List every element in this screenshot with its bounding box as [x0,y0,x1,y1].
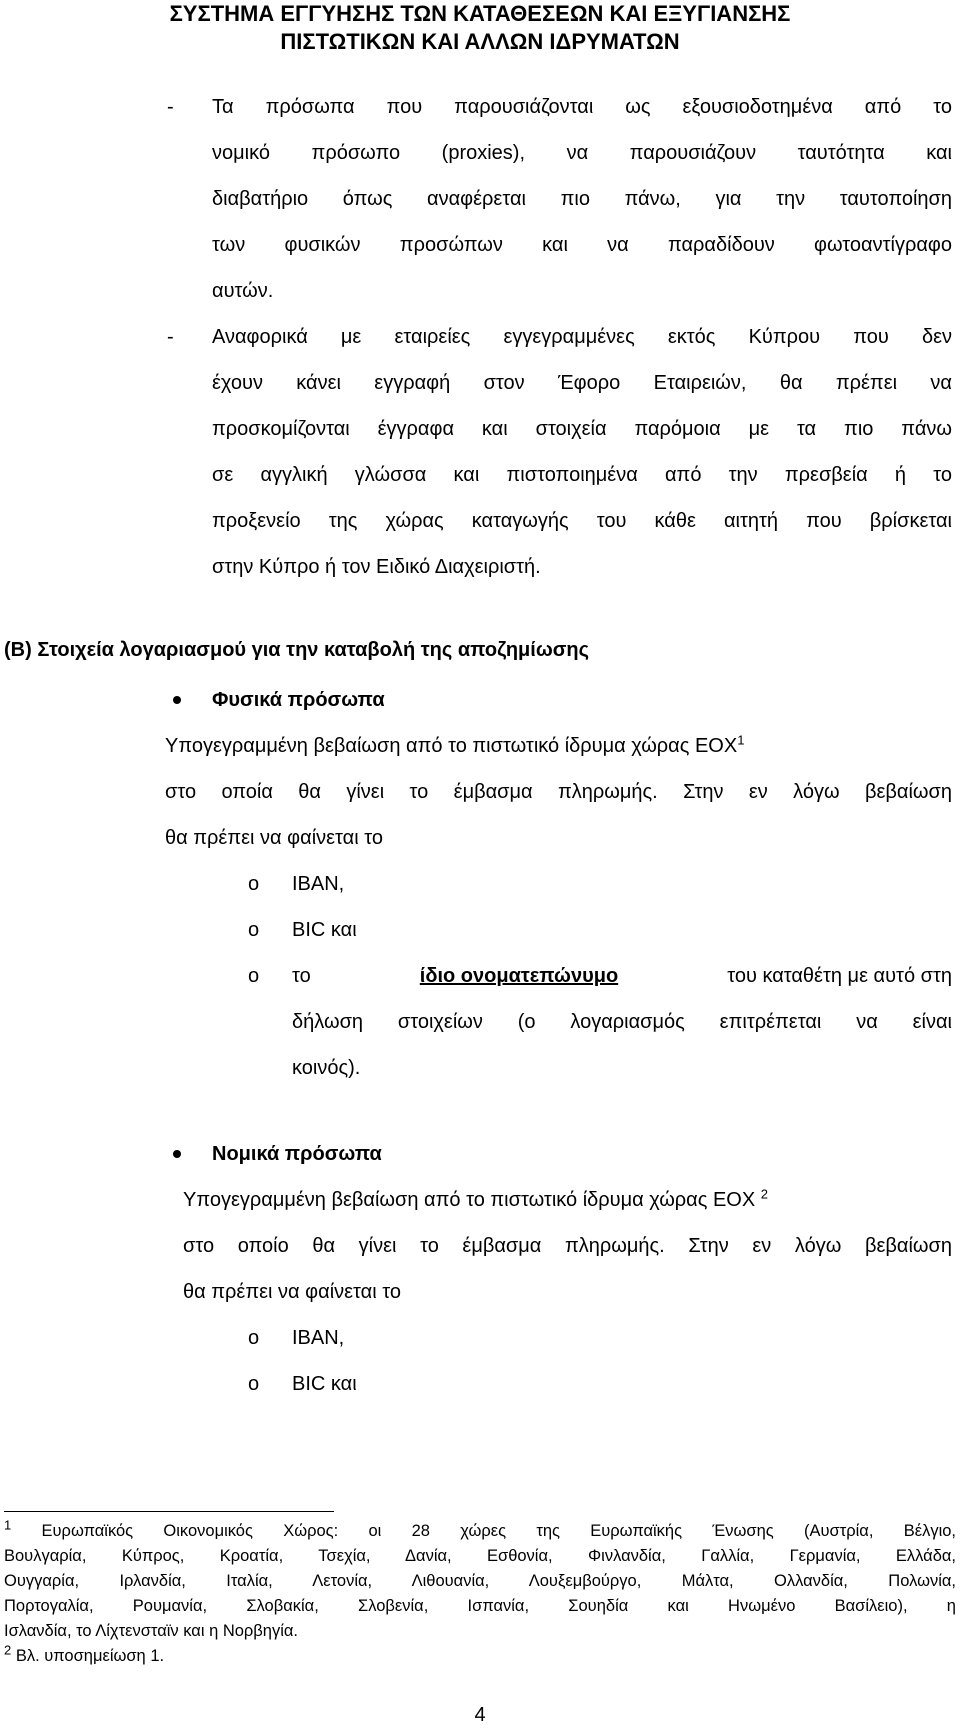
header-line-1: ΣΥΣΤΗΜΑ ΕΓΓΥΗΣΗΣ ΤΩΝ ΚΑΤΑΘΕΣΕΩΝ ΚΑΙ ΕΞΥΓΙΑΝΣΗΣ [169,1,791,26]
natural-name-pre: το [292,965,311,987]
document-header [0,0,960,56]
footnote-ref-1: 1 [737,732,745,748]
legal-line-2: στο οποίο θα γίνει το έμβασμα πληρωμής. Στην εν λόγω βεβαίωση [183,1235,952,1257]
natural-line-2: στο οποία θα γίνει το έμβασμα πληρωμής. Στην εν λόγω βεβαίωση [165,781,952,803]
natural-name-line-3: κοινός). [292,1057,361,1079]
footnote-2-number: 2 [4,1642,12,1658]
bullet-icon [173,1150,181,1158]
list1-item1-line: Τα πρόσωπα που παρουσιάζονται ως εξουσιοδοτημένα από το [212,96,952,118]
footnote-separator [4,1511,334,1512]
list1-item2-line: Αναφορικά με εταιρείες εγγεγραμμένες εκτός Κύπρου που δεν [212,326,952,348]
natural-line-3: θα πρέπει να φαίνεται το [165,827,383,849]
list-dash: - [167,326,174,348]
footnote-1-text: Ευρωπαϊκός Οικονομικός Χώρος: οι 28 χώρες της Ευρωπαϊκής Ένωσης (Αυστρία, Βέλγιο, [41,1522,956,1540]
natural-name-post: του καταθέτη με αυτό στη [727,965,952,987]
footnote-1-line: Ισλανδία, το Λίχτενσταϊν και η Νορβηγία. [4,1622,299,1640]
legal-line-1-text: Υπογεγραμμένη βεβαίωση από το πιστωτικό ίδρυμα χώρας ΕΟΧ [183,1189,756,1211]
natural-line-1-text: Υπογεγραμμένη βεβαίωση από το πιστωτικό ίδρυμα χώρας ΕΟΧ [165,735,738,757]
natural-name-line-2: δήλωση στοιχείων (ο λογαριασμός επιτρέπεται να είναι [292,1011,952,1033]
list-dash: - [167,96,174,118]
natural-line-1 [165,734,952,758]
list1-item2-line: προσκομίζονται έγγραφα και στοιχεία παρόμοια με τα πιο πάνω [212,418,952,440]
natural-name-underlined: ίδιο ονοματεπώνυμο [419,965,619,987]
circle-bullet-icon: o [248,1373,260,1395]
natural-persons-title: Φυσικά πρόσωπα [212,689,385,711]
footnote-1-line: Βουλγαρία, Κύπρος, Κροατία, Τσεχία, Δανία, Εσθονία, Φινλανδία, Γαλλία, Γερμανία, Ελλάδα, [4,1547,956,1565]
list1-item1-line: νομικό πρόσωπο (proxies), να παρουσιάζουν ταυτότητα και [212,142,952,164]
circle-bullet-icon: o [248,919,260,941]
footnote-ref-2: 2 [760,1186,768,1202]
section-b-heading: (Β) Στοιχεία λογαριασμού για την καταβολή της αποζημίωσης [4,639,590,661]
legal-line-3: θα πρέπει να φαίνεται το [183,1281,401,1303]
list1-item1-line: αυτών. [212,280,274,302]
footnote-1-number: 1 [4,1517,12,1533]
list1-item2-line: έχουν κάνει εγγραφή στον Έφορο Εταιρειών, θα πρέπει να [212,372,952,394]
circle-bullet-icon: o [248,873,260,895]
list1-item2-line: σε αγγλική γλώσσα και πιστοποιημένα από την πρεσβεία ή το [212,464,952,486]
list1-item1-line: των φυσικών προσώπων και να παραδίδουν φωτοαντίγραφο [212,234,952,256]
bullet-icon [173,696,181,704]
footnote-2 [4,1642,165,1667]
list1-item2-line: στην Κύπρο ή τον Ειδικό Διαχειριστή. [212,556,541,578]
legal-iban: IBAN, [292,1327,345,1349]
natural-name-line-1 [292,964,952,988]
legal-persons-title: Νομικά πρόσωπα [212,1143,382,1165]
list1-item2-line: προξενείο της χώρας καταγωγής του κάθε αιτητή που βρίσκεται [212,510,952,532]
legal-line-1 [183,1188,952,1212]
footnote-2-text: Βλ. υποσημείωση 1. [15,1647,165,1665]
legal-bic: BIC και [292,1373,357,1395]
circle-bullet-icon: o [248,1327,260,1349]
footnote-1-line [4,1517,956,1542]
footnote-1-line: Ουγγαρία, Ιρλανδία, Ιταλία, Λετονία, Λιθουανία, Λουξεμβούργο, Μάλτα, Ολλανδία, Πολωνία, [4,1572,956,1590]
natural-bic: BIC και [292,919,357,941]
footnote-1-line: Πορτογαλία, Ρουμανία, Σλοβακία, Σλοβενία, Ισπανία, Σουηδία και Ηνωμένο Βασίλειο), η [4,1597,956,1615]
page-number: 4 [474,1704,486,1726]
circle-bullet-icon: o [248,965,260,987]
list1-item1-line: διαβατήριο όπως αναφέρεται πιο πάνω, για την ταυτοποίηση [212,188,952,210]
natural-iban: IBAN, [292,873,345,895]
header-line-2: ΠΙΣΤΩΤΙΚΩΝ ΚΑΙ ΑΛΛΩΝ ΙΔΡΥΜΑΤΩΝ [280,29,680,54]
